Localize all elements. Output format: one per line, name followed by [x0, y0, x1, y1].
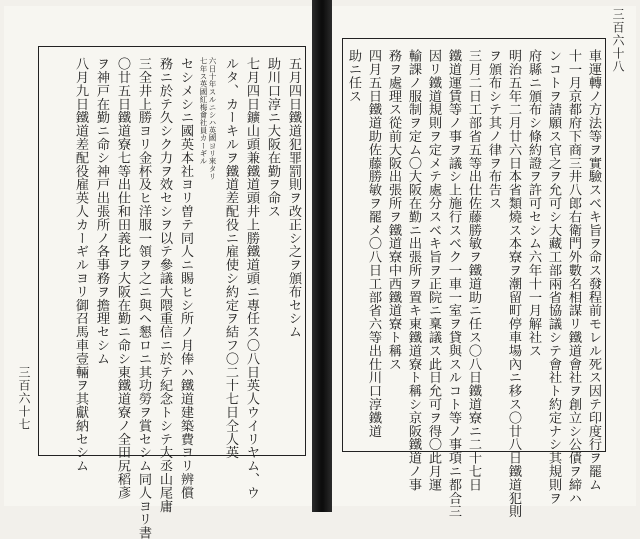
text-column: 車運轉ノ方法等ヲ實驗スベキ旨ヲ命ス發程前モレル死ス因テ印度行ヲ罷ム	[586, 49, 601, 492]
text-column: 因リ鐵道規則ヲ定メテ處分スベキ旨ヲ正院ニ稟議ス此日允可ヲ得〇此月運	[426, 49, 441, 492]
text-column: ルタ、カーキルヲ鐵道差配役ニ雇使シ約定ヲ結フ〇二十七日仝人英	[223, 57, 238, 459]
text-frame	[342, 38, 606, 518]
right-page	[332, 6, 636, 518]
text-column: ンコトヲ請願ス官之ヲ允可シ大藏工部兩省協議シテ會社ト約定ナシ其規則ヲ	[546, 49, 561, 505]
book-gutter	[312, 0, 332, 512]
text-column: 十一月京都府下商三井八郎右衛門外數名相謀リ鐵道會社ヲ創立シ公債ヲ締ハ	[566, 49, 581, 505]
text-column: 鐵道運賃等ノ事ヲ議シ上施行スベク一車一室ヲ貸與スルコト等ノ事項ニ都合三	[446, 49, 461, 518]
text-column: 八月九日鐵道差配役雇英人カーギルヨリ御召馬車壹輛ヲ其獻納セシム	[73, 57, 88, 473]
text-column: ヲ神戸在勤ニ命シ神戸出張所ノ各事務ヲ擔理セシム	[94, 57, 109, 366]
text-column: セシメシニ國英本社ヨリ曽テ同人ニ賜ヒシ所ノ月俸ハ鐵道建築費ヨリ辨償	[178, 57, 193, 500]
text-column: 〇廿五日鐵道寮七等出仕和田義比ヲ大阪在勤ニ命シ東鐵道寮ノ全田尻稻彥	[115, 57, 130, 500]
left-page	[4, 6, 312, 539]
text-column: ヲ頒布シテ其ノ律ヲ布告ス	[486, 49, 501, 210]
text-column: 明治五年二月廿六日本省類燒ス本寮ヲ潮留町停車場內ニ移ス〇廿八日鐵道犯則	[506, 49, 521, 518]
text-column: 府縣ニ頒布シ條約證ヲ許可セシム六年十一月解社ス	[526, 49, 541, 358]
text-column: 務ニ於テ久シク力ヲ效セシヲ以テ參議大隈重信ニ於テ紀念トシテ大丞山尾庸	[157, 57, 172, 513]
page-number: 三百六十七	[17, 366, 31, 431]
page-number: 三百六十八	[611, 8, 625, 73]
text-column: 輸課ノ服制ヲ定ム〇大阪在勤ニ出張所ヲ置キ東鐵道寮ト稱シ京阪鐵道ノ事	[406, 49, 421, 492]
text-frame	[38, 46, 306, 539]
text-column: 三全井上勝ヨリ金杯及ヒ洋服一領ヲ之ニ與ヘ懇ロニ其功勞ヲ賞セシム同人ヨリ書	[136, 57, 151, 539]
annotation-column: 七年ス英國紅梅會社員カーギル	[199, 57, 208, 165]
text-column: 務ヲ處理ス從前大阪出張所ヲ鐵道寮中西鐵道寮ト稱ス	[386, 49, 401, 371]
text-column: 五月四日鐵道犯罪罰則ヲ改正シ之ヲ頒布セシム	[286, 57, 301, 339]
text-column: 三月二日工部省五等出仕佐藤勝敏ヲ鐵道助ニ任ス〇八日鐵道寮ニ二十七日	[466, 49, 481, 492]
text-column: 助ニ任ス	[346, 49, 361, 103]
text-column: 四月五日鐵道助佐藤勝敏ヲ罷メ〇八日工部省六等出仕川口淳鐵道	[366, 49, 381, 438]
text-column: 七月四日鑛山頭兼鐵道頭井上勝鐵道頭ニ專任ス〇八日英人ウイリヤム、ウ	[244, 57, 259, 500]
text-column: 助川口淳ニ大阪在勤ヲ命ス	[265, 57, 280, 218]
annotation-column: 六日十年スルニシハ英國ヨリ來タリ	[208, 57, 217, 181]
